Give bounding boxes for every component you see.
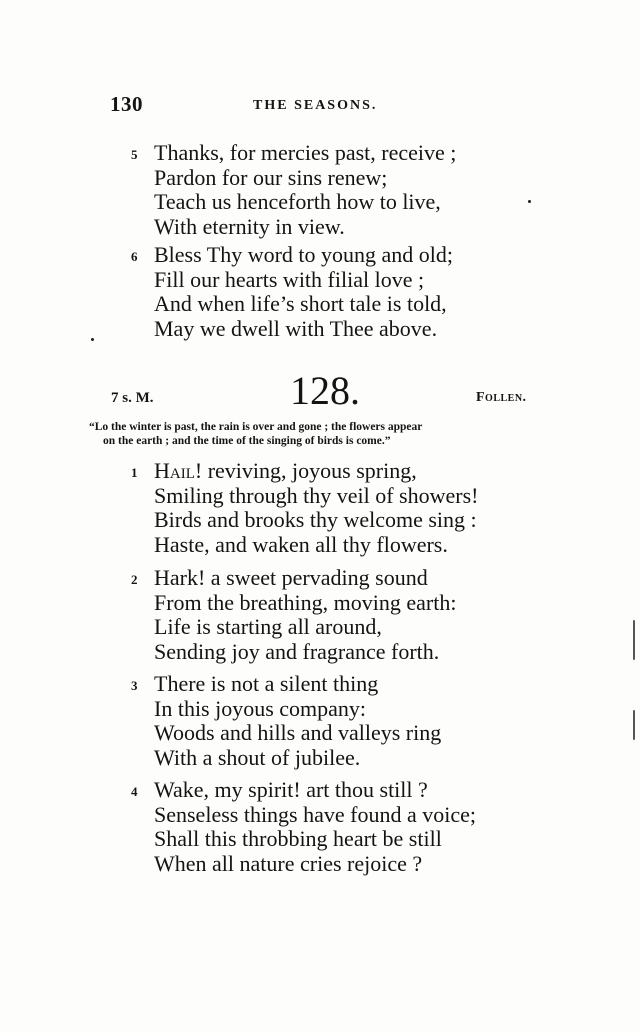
first-line-rest: ! reviving, joyous spring, <box>194 458 417 483</box>
verse-6 <box>131 242 454 341</box>
epigraph-line-1: “Lo the winter is past, the rain is over and gone ; the flowers appear <box>89 421 423 433</box>
verse-line: When all nature cries rejoice ? <box>154 850 423 876</box>
verse-line: Smiling through thy veil of showers! <box>154 482 479 508</box>
verse-line: From the breathing, moving earth: <box>154 589 457 615</box>
verse-number: 6 <box>131 249 138 264</box>
running-title: THE SEASONS. <box>253 98 378 113</box>
verse-line: May we dwell with Thee above. <box>154 315 438 341</box>
verse-number: 2 <box>131 572 138 587</box>
hymn-number: 128. <box>290 368 360 413</box>
hymn-author: Follen. <box>476 390 527 405</box>
verse-line: Wake, my spirit! art thou still ? <box>154 777 428 802</box>
print-speck <box>633 620 635 660</box>
verse-line: With a shout of jubilee. <box>154 744 361 770</box>
verse-line: Shall this throbbing heart be still <box>154 826 442 851</box>
verse-line: Sending joy and fragrance forth. <box>154 638 440 664</box>
verse-line: In this joyous company: <box>154 695 367 721</box>
verse-line: Thanks, for mercies past, receive ; <box>154 140 457 165</box>
verse-line: Bless Thy word to young and old; <box>154 242 454 267</box>
verse-line: Haste, and waken all thy flowers. <box>154 531 448 557</box>
verse-number: 4 <box>131 784 138 799</box>
verse-line: Senseless things have found a voice; <box>154 801 476 827</box>
hymn-meter: 7 s. M. <box>111 390 154 406</box>
verse-line: Birds and brooks thy welcome sing : <box>154 507 477 532</box>
verse-number: 3 <box>131 678 138 693</box>
verse-5 <box>131 140 457 239</box>
verse-line: And when life’s short tale is told, <box>154 291 447 316</box>
verse-number: 5 <box>131 147 138 162</box>
verse-line: Life is starting all around, <box>154 614 382 639</box>
first-word: Hail <box>154 458 195 483</box>
verse-line: Pardon for our sins renew; <box>154 164 388 190</box>
print-speck <box>91 338 94 341</box>
hymn-verse-4 <box>131 777 476 876</box>
hymn-verse-3 <box>131 671 442 770</box>
hymn-verse-1 <box>131 458 479 557</box>
verse-line: Hark! a sweet pervading sound <box>154 565 428 590</box>
verse-line: There is not a silent thing <box>154 671 379 696</box>
verse-line: Woods and hills and valleys ring <box>154 720 442 745</box>
epigraph-line-2: on the earth ; and the time of the singing of birds is come.” <box>103 435 391 447</box>
print-speck <box>633 710 635 740</box>
page-number: 130 <box>110 92 143 116</box>
verse-line: Teach us henceforth how to live, <box>154 189 441 214</box>
epigraph <box>89 420 544 448</box>
verse-number: 1 <box>131 465 138 480</box>
verse-line <box>154 459 478 484</box>
print-speck <box>528 200 531 203</box>
verse-line: Fill our hearts with filial love ; <box>154 266 425 292</box>
verse-line: With eternity in view. <box>154 213 345 239</box>
hymn-verse-2 <box>131 565 457 664</box>
